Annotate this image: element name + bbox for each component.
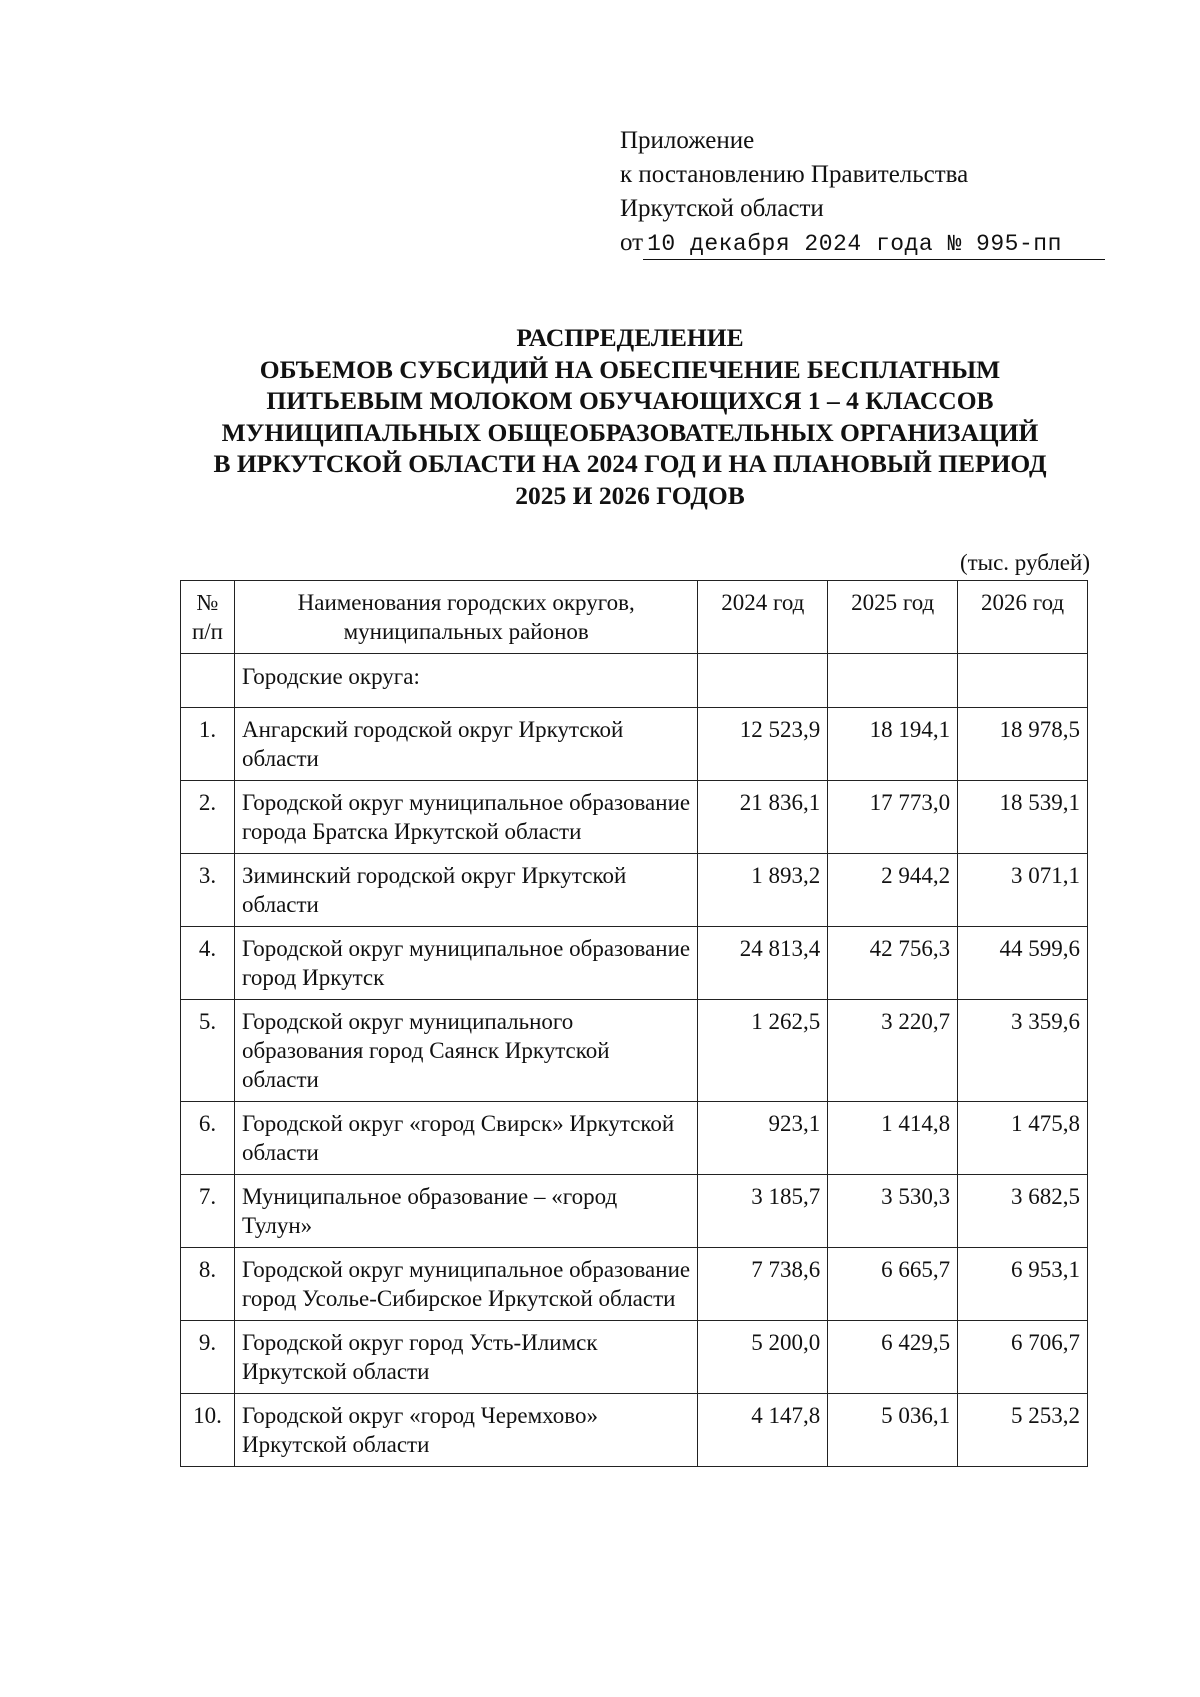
row-name: Городской округ «город Черемхово» Иркутской области: [234, 1394, 697, 1467]
row-name: Ангарский городской округ Иркутской области: [234, 708, 697, 781]
row-number: 4.: [181, 927, 235, 1000]
row-name: Городской округ «город Свирск» Иркутской области: [234, 1102, 697, 1175]
title-line-1: РАСПРЕДЕЛЕНИЕ: [516, 323, 744, 352]
header-name-line-2: муниципальных районов: [343, 619, 589, 644]
row-name: Зиминский городской округ Иркутской области: [234, 854, 697, 927]
row-number: 1.: [181, 708, 235, 781]
date-prefix: от: [620, 229, 644, 256]
row-value-2026: 6 953,1: [958, 1248, 1088, 1321]
row-value-2024: 1 262,5: [698, 1000, 828, 1102]
row-value-2025: 2 944,2: [828, 854, 958, 927]
row-value-2026: 6 706,7: [958, 1321, 1088, 1394]
table-row: [181, 781, 1088, 854]
row-value-2024: 4 147,8: [698, 1394, 828, 1467]
row-value-2025: 6 429,5: [828, 1321, 958, 1394]
row-number: 6.: [181, 1102, 235, 1175]
row-value-2025: 6 665,7: [828, 1248, 958, 1321]
row-value-2025: 5 036,1: [828, 1394, 958, 1467]
row-value-2025: 3 220,7: [828, 1000, 958, 1102]
row-number: 9.: [181, 1321, 235, 1394]
appendix-date-line: [620, 226, 1105, 260]
header-2024: 2024 год: [698, 581, 828, 654]
title-line-2: ОБЪЕМОВ СУБСИДИЙ НА ОБЕСПЕЧЕНИЕ БЕСПЛАТНЫМ: [259, 354, 1001, 384]
row-name: Городской округ муниципального образования город Саянск Иркутской области: [234, 1000, 697, 1102]
table-row: [181, 854, 1088, 927]
table-row: [181, 1000, 1088, 1102]
title-line-5: В ИРКУТСКОЙ ОБЛАСТИ НА 2024 ГОД И НА ПЛАНОВЫЙ ПЕРИОД: [213, 449, 1047, 478]
row-value-2024: 5 200,0: [698, 1321, 828, 1394]
group-label: Городские округа:: [234, 654, 697, 708]
row-value-2024: 21 836,1: [698, 781, 828, 854]
document-title: [150, 322, 1110, 511]
appendix-line-3: Иркутской области: [620, 195, 824, 222]
row-value-2025: 3 530,3: [828, 1175, 958, 1248]
distribution-table: [180, 580, 1088, 1467]
table-row: [181, 708, 1088, 781]
header-2026: 2026 год: [958, 581, 1088, 654]
row-name: Городской округ муниципальное образование город Иркутск: [234, 927, 697, 1000]
row-value-2026: 18 978,5: [958, 708, 1088, 781]
row-value-2024: 923,1: [698, 1102, 828, 1175]
appendix-line-2: к постановлению Правительства: [620, 161, 969, 188]
appendix-block: [620, 124, 1105, 260]
group-cell-2024: [698, 654, 828, 708]
header-number-line-1: №: [196, 590, 219, 615]
row-value-2025: 1 414,8: [828, 1102, 958, 1175]
row-value-2024: 7 738,6: [698, 1248, 828, 1321]
table-row: [181, 1248, 1088, 1321]
row-name: Муниципальное образование – «город Тулун»: [234, 1175, 697, 1248]
header-number: [181, 581, 235, 654]
header-2025: 2025 год: [828, 581, 958, 654]
table-row: [181, 1175, 1088, 1248]
header-name-line-1: Наименования городских округов,: [297, 590, 635, 615]
row-number: 8.: [181, 1248, 235, 1321]
row-value-2024: 3 185,7: [698, 1175, 828, 1248]
row-value-2025: 17 773,0: [828, 781, 958, 854]
row-name: Городской округ муниципальное образование города Братска Иркутской области: [234, 781, 697, 854]
header-number-line-2: п/п: [191, 619, 223, 644]
row-value-2025: 42 756,3: [828, 927, 958, 1000]
group-cell-2026: [958, 654, 1088, 708]
row-number: 10.: [181, 1394, 235, 1467]
row-value-2026: 1 475,8: [958, 1102, 1088, 1175]
row-number: 5.: [181, 1000, 235, 1102]
title-line-6: 2025 И 2026 ГОДОВ: [515, 480, 745, 510]
row-value-2026: 44 599,6: [958, 927, 1088, 1000]
appendix-line-1: Приложение: [620, 127, 755, 154]
row-value-2025: 18 194,1: [828, 708, 958, 781]
row-name: Городской округ муниципальное образование город Усолье-Сибирское Иркутской области: [234, 1248, 697, 1321]
row-number: 7.: [181, 1175, 235, 1248]
table-row: [181, 1102, 1088, 1175]
row-name: Городской округ город Усть-Илимск Иркутской области: [234, 1321, 697, 1394]
row-value-2024: 24 813,4: [698, 927, 828, 1000]
title-line-4: МУНИЦИПАЛЬНЫХ ОБЩЕОБРАЗОВАТЕЛЬНЫХ ОРГАНИЗАЦИЙ: [221, 417, 1039, 447]
group-num-cell: [181, 654, 235, 708]
group-cell-2025: [828, 654, 958, 708]
row-value-2024: 12 523,9: [698, 708, 828, 781]
group-row: [181, 654, 1088, 708]
date-value: 10 декабря 2024 года № 995-пп: [643, 229, 1105, 260]
title-line-3: ПИТЬЕВЫМ МОЛОКОМ ОБУЧАЮЩИХСЯ 1 – 4 КЛАССОВ: [266, 386, 994, 415]
table-row: [181, 1321, 1088, 1394]
table-header-row: [181, 581, 1088, 654]
row-value-2026: 18 539,1: [958, 781, 1088, 854]
row-value-2026: 3 682,5: [958, 1175, 1088, 1248]
row-value-2026: 5 253,2: [958, 1394, 1088, 1467]
row-number: 3.: [181, 854, 235, 927]
header-name: [234, 581, 697, 654]
row-value-2026: 3 359,6: [958, 1000, 1088, 1102]
units-label: (тыс. рублей): [959, 550, 1090, 575]
table-row: [181, 927, 1088, 1000]
table-row: [181, 1394, 1088, 1467]
row-value-2024: 1 893,2: [698, 854, 828, 927]
row-value-2026: 3 071,1: [958, 854, 1088, 927]
row-number: 2.: [181, 781, 235, 854]
